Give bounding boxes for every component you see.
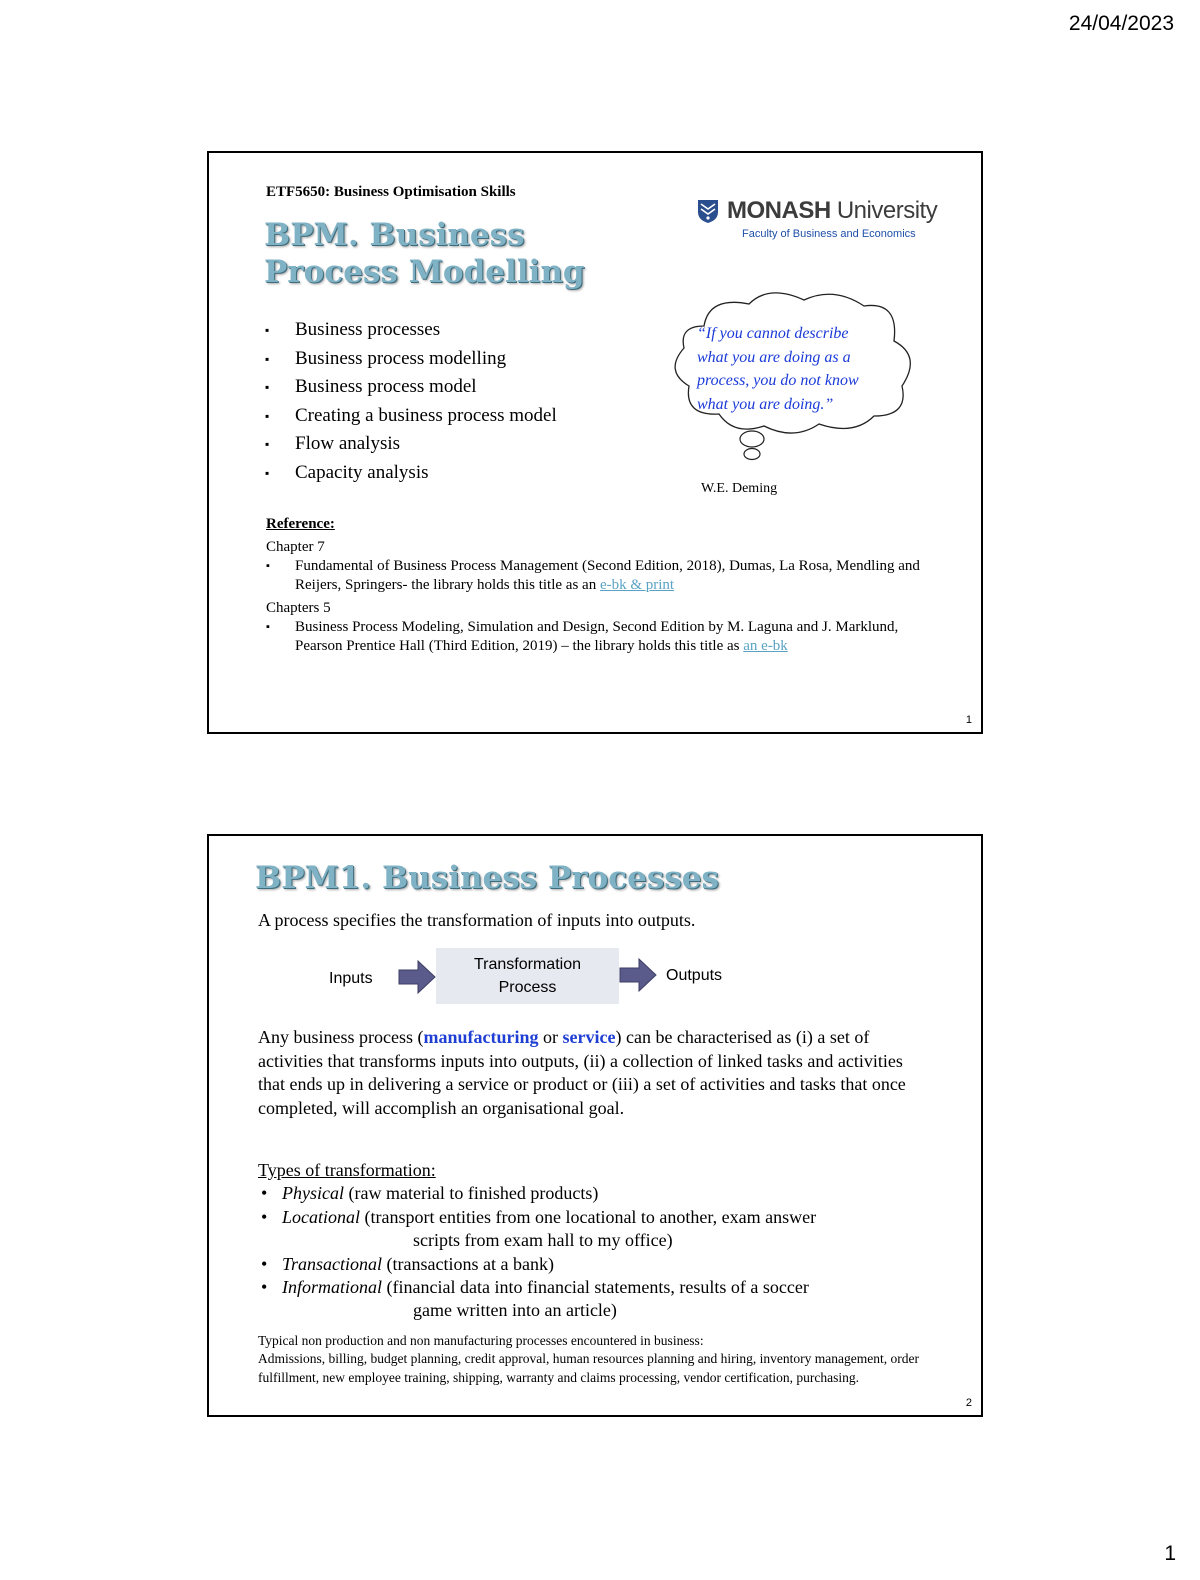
transformation-types xyxy=(258,1159,938,1323)
para-text: or xyxy=(538,1027,563,1047)
reference-chapter: Chapters 5 xyxy=(266,600,331,616)
logo-wordmark xyxy=(727,197,937,225)
quote-author: W.E. Deming xyxy=(701,481,778,496)
title-line-2: Process Modelling xyxy=(264,254,585,291)
para-text: Any business process ( xyxy=(258,1027,424,1047)
monash-logo xyxy=(696,197,961,240)
ebook-link[interactable]: an e-bk xyxy=(743,638,788,654)
slide-1 xyxy=(207,151,983,734)
process-line: Transformation xyxy=(474,956,581,973)
reference-chapter: Chapter 7 xyxy=(266,539,325,555)
arrow-right-icon xyxy=(619,958,657,992)
type-term: Transactional xyxy=(282,1253,383,1274)
slide-title xyxy=(264,217,585,291)
reference-section xyxy=(266,515,926,656)
type-term: Locational xyxy=(282,1206,361,1227)
outputs-label: Outputs xyxy=(666,967,723,984)
sheet-date: 24/04/2023 xyxy=(1068,12,1174,35)
topic-item: ▪ Business process model xyxy=(265,373,557,402)
quote-line: “If you cannot describe xyxy=(697,325,849,342)
types-heading: Types of transformation: xyxy=(258,1160,436,1180)
monash-shield-icon xyxy=(696,198,720,224)
typical-line: Typical non production and non manufacturing processes encountered in business: xyxy=(258,1333,704,1348)
keyword-service: service xyxy=(562,1027,616,1047)
process-line: Process xyxy=(498,979,557,996)
reference-heading: Reference: xyxy=(266,516,335,532)
type-desc: (transactions at a bank) xyxy=(382,1253,554,1274)
definition-paragraph xyxy=(258,1026,928,1120)
reference-item xyxy=(266,557,926,595)
inputs-label: Inputs xyxy=(329,970,373,987)
deming-quote xyxy=(697,322,907,416)
quote-line: process, you do not know xyxy=(697,372,859,389)
typical-line: Admissions, billing, budget planning, credit approval, human resources planning and hiring, inventory management, order fulfillment, new employee training, shipping, warranty and claims processing, vendor certification, purchasing. xyxy=(258,1351,919,1385)
logo-name-light: University xyxy=(830,197,938,224)
topic-list xyxy=(265,316,557,488)
type-term: Informational xyxy=(282,1277,383,1298)
reference-text: Fundamental of Business Process Management (Second Edition, 2018), Dumas, La Rosa, Mendling and Reijers, Springers- the library holds this title as an xyxy=(295,558,920,593)
slide-title: BPM1. Business Processes xyxy=(255,860,719,896)
type-continuation: scripts from exam hall to my office) xyxy=(413,1230,673,1251)
keyword-manufacturing: manufacturing xyxy=(423,1027,539,1047)
topic-item: ▪ Business process modelling xyxy=(265,345,557,374)
sheet-page-number: 1 xyxy=(1164,1542,1176,1565)
topic-item: ▪ Capacity analysis xyxy=(265,459,557,488)
type-item-locational xyxy=(258,1206,938,1229)
reference-item xyxy=(266,618,926,656)
type-term: Physical xyxy=(282,1183,344,1204)
topic-item: ▪ Business processes xyxy=(265,316,557,345)
transformation-process-box xyxy=(436,948,619,1004)
ebook-print-link[interactable]: e-bk & print xyxy=(599,577,675,593)
para-text: ) can be characterised as (i) a set of activities that transforms inputs into outputs, (ii) a collection of linked tasks and activities that ends up in delivering a service or product or (iii) a set of activities and tasks that once completed, will accomplish an organisational goal. xyxy=(258,1027,906,1118)
quote-line: what you are doing as a xyxy=(697,348,851,366)
type-item-informational xyxy=(258,1276,938,1299)
intro-text: A process specifies the transformation of inputs into outputs. xyxy=(258,910,696,930)
typical-processes-note xyxy=(258,1332,938,1387)
logo-subtitle: Faculty of Business and Economics xyxy=(742,228,916,240)
title-line-1: BPM. Business xyxy=(264,217,525,253)
type-desc: (raw material to finished products) xyxy=(343,1183,599,1204)
topic-item: ▪ Flow analysis xyxy=(265,430,557,459)
type-desc: (transport entities from one locational to another, exam answer xyxy=(360,1206,817,1227)
type-item-physical xyxy=(258,1182,938,1205)
logo-name-bold: MONASH xyxy=(727,197,831,224)
type-continuation: game written into an article) xyxy=(413,1300,617,1321)
arrow-right-icon xyxy=(398,960,436,994)
reference-text: Business Process Modeling, Simulation and Design, Second Edition by M. Laguna and J. Marklund, Pearson Prentice Hall (Third Edition, 2019) – the library holds this title as xyxy=(295,619,899,654)
slide-number: 2 xyxy=(965,1397,972,1409)
type-desc: (financial data into financial statements, results of a soccer xyxy=(382,1277,809,1298)
slide-number: 1 xyxy=(965,714,972,726)
course-title: ETF5650: Business Optimisation Skills xyxy=(266,184,516,200)
quote-line: what you are doing.” xyxy=(697,395,834,413)
slide-2 xyxy=(207,834,983,1417)
type-item-transactional xyxy=(258,1253,938,1276)
topic-item: ▪ Creating a business process model xyxy=(265,402,557,431)
